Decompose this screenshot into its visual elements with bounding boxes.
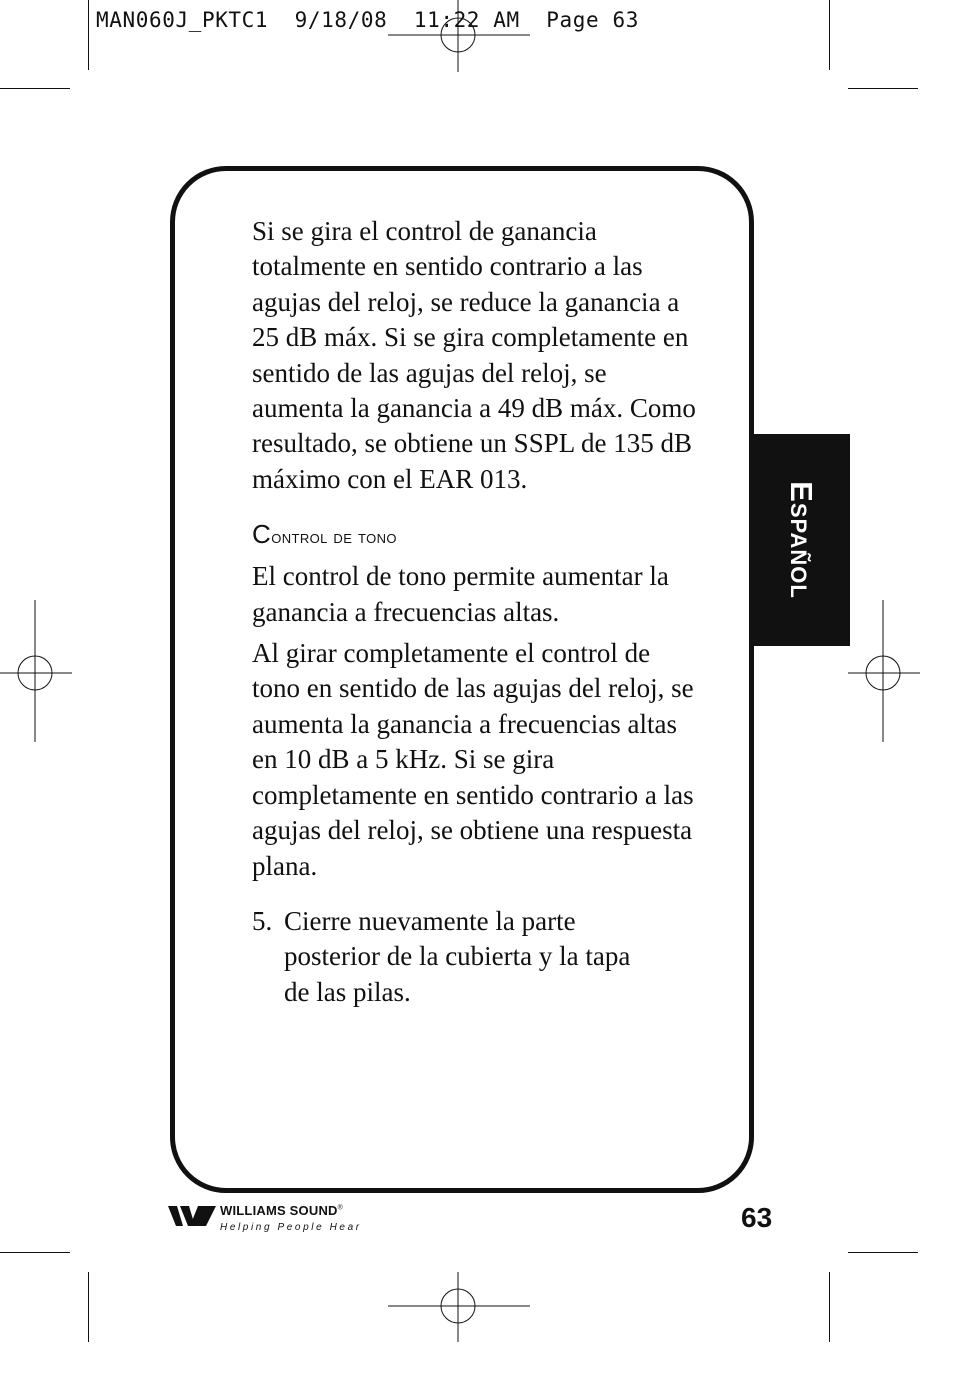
crop-mark [88, 0, 89, 70]
registration-mark-icon [388, 0, 530, 72]
step-number: 5. [252, 905, 273, 936]
brand-name: WILLIAMS SOUND® [220, 1203, 343, 1218]
brand-tagline: Helping People Hear [220, 1222, 362, 1233]
crop-mark [0, 88, 70, 89]
tone-detail-paragraph: Al girar completamente el control de tono en sentido de las agujas del reloj, se aumenta la ganancia a frecuencias altas en 10 dB a 5 kHz. Si se gira completamente en sentido contrario a las agujas del reloj, se obtiene una respuesta plana. [252, 638, 694, 881]
crop-mark [848, 1252, 918, 1253]
williams-sound-logo-icon [168, 1204, 216, 1228]
registration-mark-icon [388, 1272, 530, 1342]
registration-mark-icon [848, 600, 920, 742]
step-text: Cierre nuevamente la parte posterior de la cubierta y la tapa de las pilas. [284, 905, 631, 1007]
page-number: 63 [741, 1202, 773, 1233]
gain-paragraph: Si se gira el control de ganancia totalmente en sentido contrario a las agujas del reloj, se reduce la ganancia a 25 dB máx. Si se gira completamente en sentido de las agujas del reloj, se aumenta la ganancia a 49 dB máx. Como resultado, se obtiene un SSPL de 135 dB máximo con el EAR 013. [252, 216, 696, 494]
print-slug: MAN060J_PKTC1 9/18/08 11:22 AM Page 63 [96, 8, 639, 32]
section-tab [752, 434, 850, 646]
crop-mark [0, 1252, 70, 1253]
crop-mark [829, 0, 830, 70]
tone-paragraph: El control de tono permite aumentar la ganancia a frecuencias altas. [252, 561, 669, 627]
section-tab-label: Español [784, 481, 819, 599]
content-body [252, 214, 702, 1010]
crop-mark [829, 1272, 830, 1342]
section-heading: Control de tono [252, 519, 397, 550]
registration-mark-icon [0, 600, 72, 742]
step-item [252, 904, 702, 1010]
crop-mark [848, 88, 918, 89]
crop-mark [88, 1272, 89, 1342]
